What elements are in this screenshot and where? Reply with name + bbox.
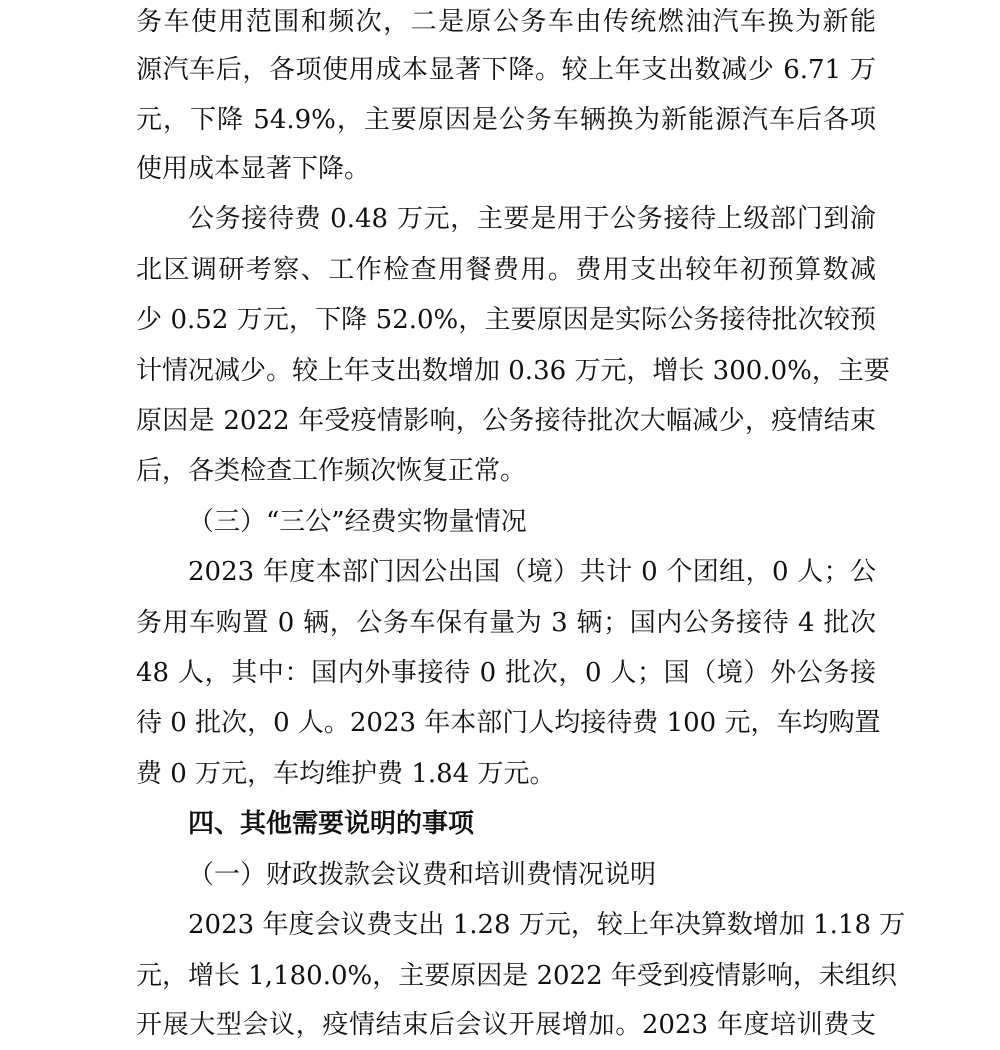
text-line: 源汽车后，各项使用成本显著下降。较上年支出数减少 6.71 万 bbox=[136, 55, 876, 85]
text-line: 务车使用范围和频次，二是原公务车由传统燃油汽车换为新能 bbox=[136, 7, 876, 37]
text-line: 后，各类检查工作频次恢复正常。 bbox=[136, 456, 527, 486]
text-line: 使用成本显著下降。 bbox=[136, 154, 371, 184]
text-line: 计情况减少。较上年支出数增加 0.36 万元，增长 300.0%，主要 bbox=[136, 356, 890, 386]
text-line: 费 0 万元，车均维护费 1.84 万元。 bbox=[136, 759, 556, 789]
section-heading: （三）“三公”经费实物量情况 bbox=[188, 507, 527, 537]
text-line: 北区调研考察、工作检查用餐费用。费用支出较年初预算数减 bbox=[136, 255, 876, 285]
paragraph-start-line: 公务接待费 0.48 万元，主要是用于公务接待上级部门到渝 bbox=[188, 204, 876, 234]
text-line: 元，增长 1,180.0%，主要原因是 2022 年受到疫情影响，未组织 bbox=[136, 961, 897, 991]
text-line: 开展大型会议，疫情结束后会议开展增加。2023 年度培训费支 bbox=[136, 1010, 876, 1040]
text-line: 原因是 2022 年受疫情影响，公务接待批次大幅减少，疫情结束 bbox=[136, 406, 876, 436]
text-line: 务用车购置 0 辆，公务车保有量为 3 辆；国内公务接待 4 批次 bbox=[136, 608, 876, 638]
text-line: 少 0.52 万元，下降 52.0%，主要原因是实际公务接待批次较预 bbox=[136, 305, 876, 335]
text-line: 元，下降 54.9%，主要原因是公务车辆换为新能源汽车后各项 bbox=[136, 105, 876, 135]
section-heading: （一）财政拨款会议费和培训费情况说明 bbox=[188, 860, 657, 890]
chapter-heading: 四、其他需要说明的事项 bbox=[188, 809, 475, 839]
paragraph-start-line: 2023 年度本部门因公出国（境）共计 0 个团组，0 人；公 bbox=[188, 557, 876, 587]
paragraph-start-line: 2023 年度会议费支出 1.28 万元，较上年决算数增加 1.18 万 bbox=[188, 910, 906, 940]
text-line: 48 人，其中：国内外事接待 0 批次，0 人；国（境）外公务接 bbox=[136, 658, 876, 688]
text-line: 待 0 批次，0 人。2023 年本部门人均接待费 100 元，车均购置 bbox=[136, 708, 881, 738]
